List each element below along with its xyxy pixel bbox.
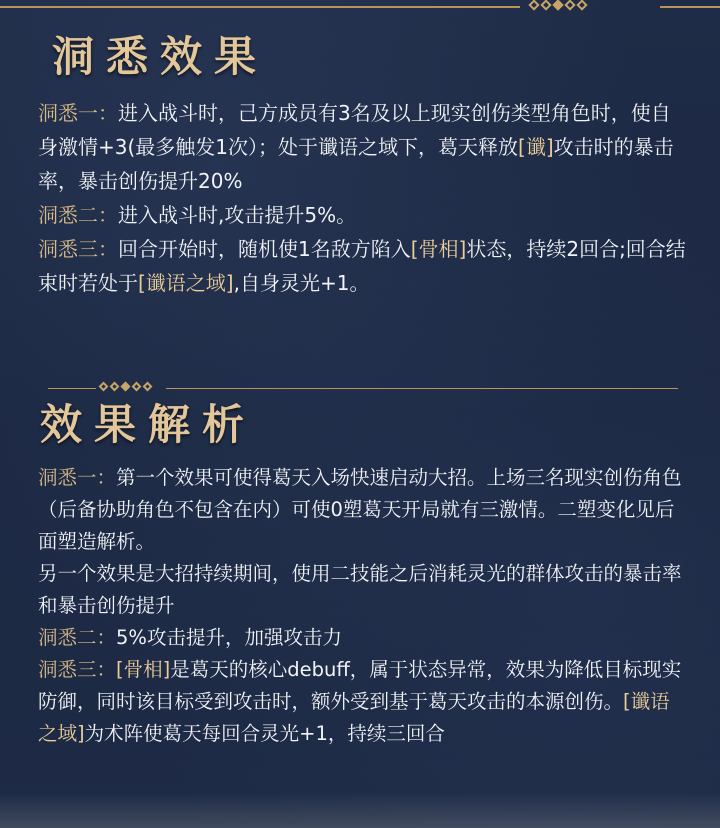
analysis-three-label: 洞悉三：	[38, 658, 117, 681]
insight-three-tag-a: [骨相]	[410, 237, 467, 261]
divider-ornament	[100, 383, 151, 390]
analysis-one-paragraph	[38, 462, 688, 558]
analysis-one-text: 第一个效果可使得葛天入场快速启动大招。上场三名现实创伤角色（后备协助角色不包含在内）可使0塑葛天开局就有三激情。二塑变化见后面塑造解析。	[38, 466, 682, 553]
top-border-line-right	[660, 6, 720, 8]
analysis-three-paragraph	[38, 654, 688, 750]
ornament-diamond	[540, 0, 551, 11]
analysis-one-extra-paragraph	[38, 558, 688, 622]
insight-two-paragraph	[38, 198, 688, 232]
insight-three-tag-b: [谶语之域]	[138, 271, 234, 295]
insight-three-text-c: ,自身灵光+1。	[233, 271, 370, 295]
ornament-diamond	[99, 382, 109, 392]
analysis-three-tag-b: [谶语之域]	[38, 690, 670, 745]
analysis-one-label: 洞悉一：	[38, 466, 117, 489]
divider-line-left	[48, 388, 96, 389]
insight-three-text-a: 回合开始时，随机使1名敌方陷入	[118, 237, 411, 261]
ornament-diamond	[564, 0, 575, 11]
ornament-diamond	[528, 0, 539, 11]
section-title-insight-effect: 洞悉效果	[52, 32, 269, 81]
section-title-effect-analysis: 效果解析	[40, 400, 257, 449]
insight-one-label: 洞悉一：	[38, 101, 118, 125]
insight-one-text-a: 进入战斗时，己方成员有3名及以上现实创伤类型角色时，使自身激情+3(最多触发1次）；处于谶语之域下，葛天释放	[38, 101, 671, 159]
analysis-two-paragraph	[38, 622, 688, 654]
ornament-diamond	[576, 0, 587, 11]
top-border-ornament	[530, 0, 586, 12]
ornament-diamond	[132, 382, 142, 392]
divider-line-right	[166, 388, 678, 389]
analysis-two-text: 5%攻击提升，加强攻击力	[116, 626, 342, 649]
analysis-three-tag-a: [骨相]	[116, 658, 171, 681]
analysis-one-extra-text: 另一个效果是大招持续期间，使用二技能之后消耗灵光的群体攻击的暴击率和暴击创伤提升	[38, 562, 682, 617]
insight-two-text: 进入战斗时,攻击提升5%。	[118, 203, 357, 227]
top-border-line	[0, 6, 520, 8]
insight-one-text-b: 攻击时的暴击率，暴击创伤提升20%	[38, 135, 674, 193]
ornament-diamond	[121, 382, 131, 392]
insight-three-text-b: 状态，持续2回合;回合结束时若处于	[38, 237, 686, 295]
insight-three-paragraph	[38, 232, 688, 300]
effect-analysis-text	[38, 462, 688, 750]
analysis-two-label: 洞悉二：	[38, 626, 117, 649]
ornament-diamond	[143, 382, 153, 392]
insight-three-label: 洞悉三：	[38, 237, 118, 261]
bottom-edge-fade	[0, 792, 720, 828]
ornament-diamond	[552, 0, 563, 11]
ornament-diamond	[110, 382, 120, 392]
insight-one-paragraph	[38, 96, 688, 198]
analysis-three-text-b: 为术阵使葛天每回合灵光+1，持续三回合	[84, 722, 445, 745]
insight-one-tag: [谶]	[518, 135, 554, 159]
insight-effect-text	[38, 96, 688, 300]
insight-two-label: 洞悉二：	[38, 203, 118, 227]
analysis-three-text-a: 是葛天的核心debuff，属于状态异常，效果为降低目标现实防御，同时该目标受到攻击时，额外受到基于葛天攻击的本源创伤。	[38, 658, 682, 713]
